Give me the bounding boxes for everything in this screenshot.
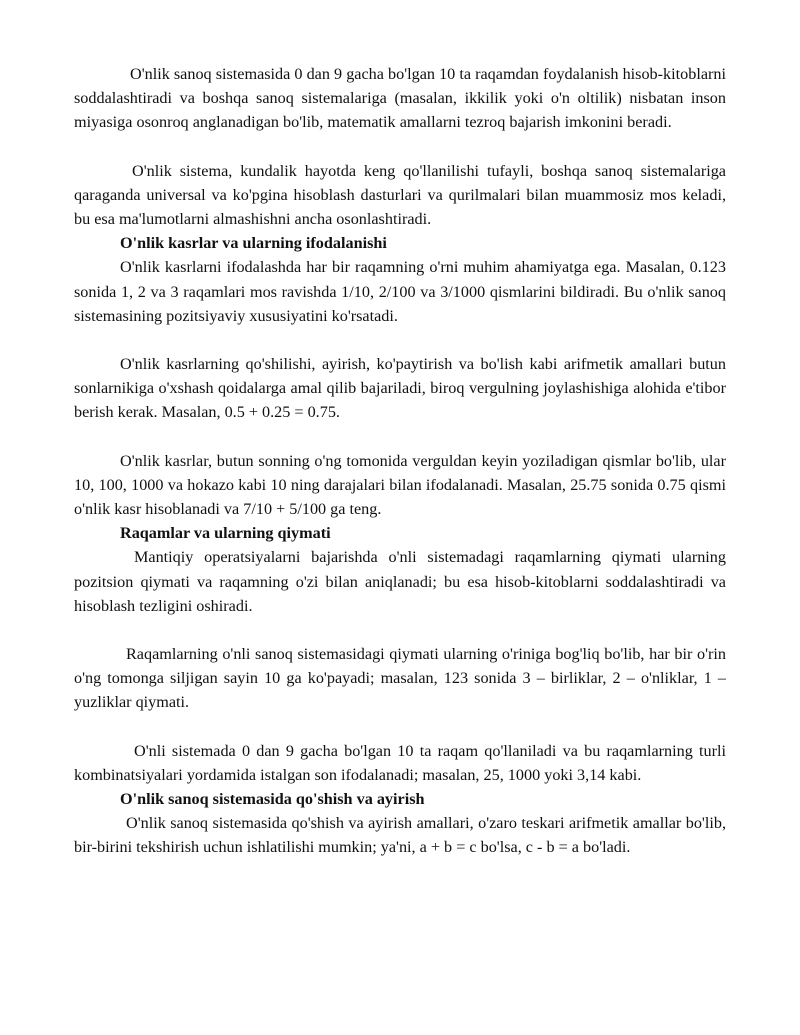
paragraph-place-value: Raqamlarning o'nli sanoq sistemasidagi qiymati ularning o'riniga bog'liq bo'lib, har bir o'rin o'ng tomonga siljigan sayin 10 ga ko'payadi; masalan, 123 sonida 3 – birliklar, 2 – o'nliklar, 1 – yuzliklar qiymati. [74, 645, 726, 712]
document-page [74, 62, 726, 860]
paragraph-fraction-definition: O'nlik kasrlar, butun sonning o'ng tomonida verguldan keyin yoziladigan qismlar bo'lib, ular 10, 100, 1000 va hokazo kabi 10 ning darajalari bilan ifodalanadi. Masalan, 25.75 sonida 0.75 qismi o'nlik kasr hisoblanadi va 7/10 + 5/100 ga teng. [74, 451, 726, 519]
paragraph-ten-digits: O'nli sistemada 0 dan 9 gacha bo'lgan 10 ta raqam qo'llaniladi va bu raqamlarning turli kombinatsiyalari yordamida istalgan son ifodalanadi; masalan, 25, 1000 yoki 3,14 kabi. [74, 741, 726, 784]
paragraph-fraction-place: O'nlik kasrlarni ifodalashda har bir raqamning o'rni muhim ahamiyatga ega. Masalan, 0.123 sonida 1, 2 va 3 raqamlari mos ravishda 1/10, 2/100 va 3/1000 qismlarini bildiradi. Bu o'nlik sanoq sistemasining pozitsiyaviy xususiyatini ko'rsatadi. [74, 258, 726, 325]
paragraph-add-subtract: O'nlik sanoq sistemasida qo'shish va ayirish amallari, o'zaro teskari arifmetik amallar bo'lib, bir-birini tekshirish uchun ishlatilishi mumkin; ya'ni, a + b = c bo'lsa, c - b = a bo'ladi. [74, 814, 726, 857]
heading-digits-value: Raqamlar va ularning qiymati [120, 524, 331, 543]
paragraph-decimal-universal: O'nlik sistema, kundalik hayotda keng qo'llanilishi tufayli, boshqa sanoq sistemalariga qaraganda universal va ko'pgina hisoblash dasturlari va qurilmalari bilan muammosiz mos keladi, bu esa ma'lumotlarni almashishni ancha osonlashtiradi. [74, 161, 726, 229]
paragraph-decimal-digits: O'nlik sanoq sistemasida 0 dan 9 gacha bo'lgan 10 ta raqamdan foydalanish hisob-kitoblarni soddalashtiradi va boshqa sanoq sistemalariga (masalan, ikkilik yoki o'n oltilik) nisbatan inson miyasiga osonroq anglanadigan bo'lib, matematik amallarni tezroq bajarish imkonini beradi. [74, 65, 726, 132]
paragraph-logic-operations: Mantiqiy operatsiyalarni bajarishda o'nli sistemadagi raqamlarning qiymati ularning pozitsion qiymati va raqamning o'zi bilan aniqlanadi; bu esa hisob-kitoblarni soddalashtiradi va hisoblash tezligini oshiradi. [74, 548, 726, 615]
heading-decimal-fractions: O'nlik kasrlar va ularning ifodalanishi [120, 234, 387, 253]
paragraph-fraction-arithmetic: O'nlik kasrlarning qo'shilishi, ayirish, ko'paytirish va bo'lish kabi arifmetik amallari butun sonlarnikiga o'xshash qoidalarga amal qilib bajariladi, biroq vergulning joylashishiga alohida e'tibor berish kerak. Masalan, 0.5 + 0.25 = 0.75. [74, 355, 726, 422]
heading-addition-subtraction: O'nlik sanoq sistemasida qo'shish va ayirish [120, 790, 425, 809]
